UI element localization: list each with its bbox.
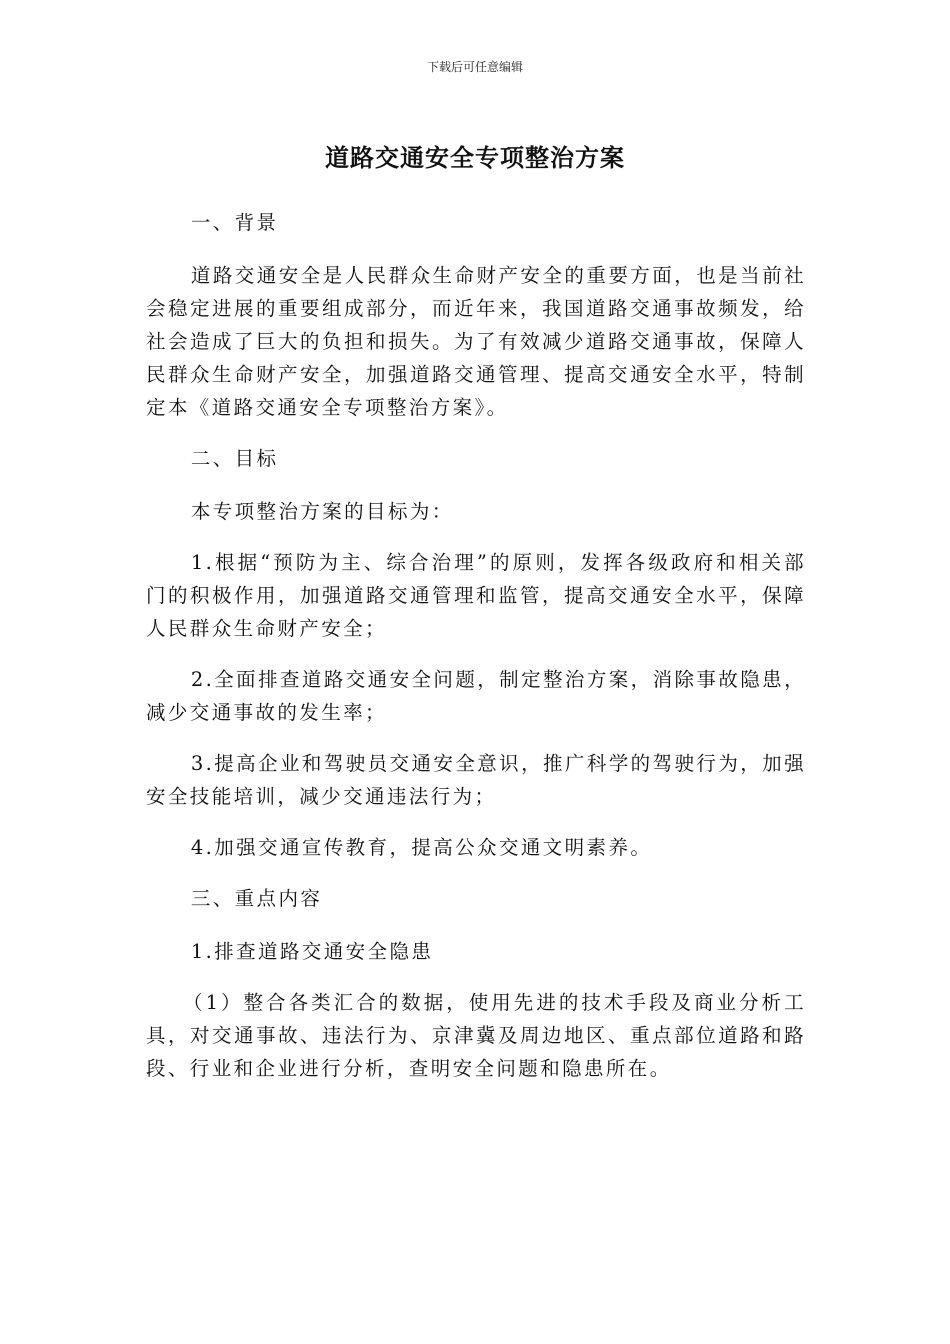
section-heading-key-content: 三、重点内容 (190, 887, 323, 910)
goal-item-2: 2.全面排查道路交通安全问题，制定整治方案，消除事故隐患，减少交通事故的发生率； (146, 668, 806, 724)
goal-item-1: 1.根据“预防为主、综合治理”的原则，发挥各级政府和相关部门的积极作用，加强道路交通管理和监管，提高交通安全水平，保障人民群众生命财产安全； (146, 551, 806, 640)
goal-item-3: 3.提高企业和驾驶员交通安全意识，推广科学的驾驶行为，加强安全技能培训，减少交通违法行为； (146, 752, 806, 808)
header-note: 下载后可任意编辑 (426, 60, 523, 74)
document-body (146, 206, 806, 1103)
document-title: 道路交通安全专项整治方案 (325, 144, 625, 172)
goals-intro: 本专项整治方案的目标为： (190, 500, 454, 523)
key-content-item-1: 1.排查道路交通安全隐患 (190, 940, 434, 963)
section-heading-goals: 二、目标 (190, 447, 279, 470)
section-heading-background: 一、背景 (190, 211, 279, 234)
goal-item-4: 4.加强交通宣传教育，提高公众交通文明素养。 (190, 836, 653, 859)
background-paragraph: 道路交通安全是人民群众生命财产安全的重要方面，也是当前社会稳定进展的重要组成部分，而近年来，我国道路交通事故频发，给社会造成了巨大的负担和损失。为了有效减少道路交通事故，保障人民群众生命财产安全，加强道路交通管理、提高交通安全水平，特制定本《道路交通安全专项整治方案》。 (146, 264, 806, 419)
key-content-item-1-sub-1: （1）整合各类汇合的数据，使用先进的技术手段及商业分析工具，对交通事故、违法行为、京津冀及周边地区、重点部位道路和路段、行业和企业进行分析，查明安全问题和隐患所在。 (146, 991, 806, 1080)
